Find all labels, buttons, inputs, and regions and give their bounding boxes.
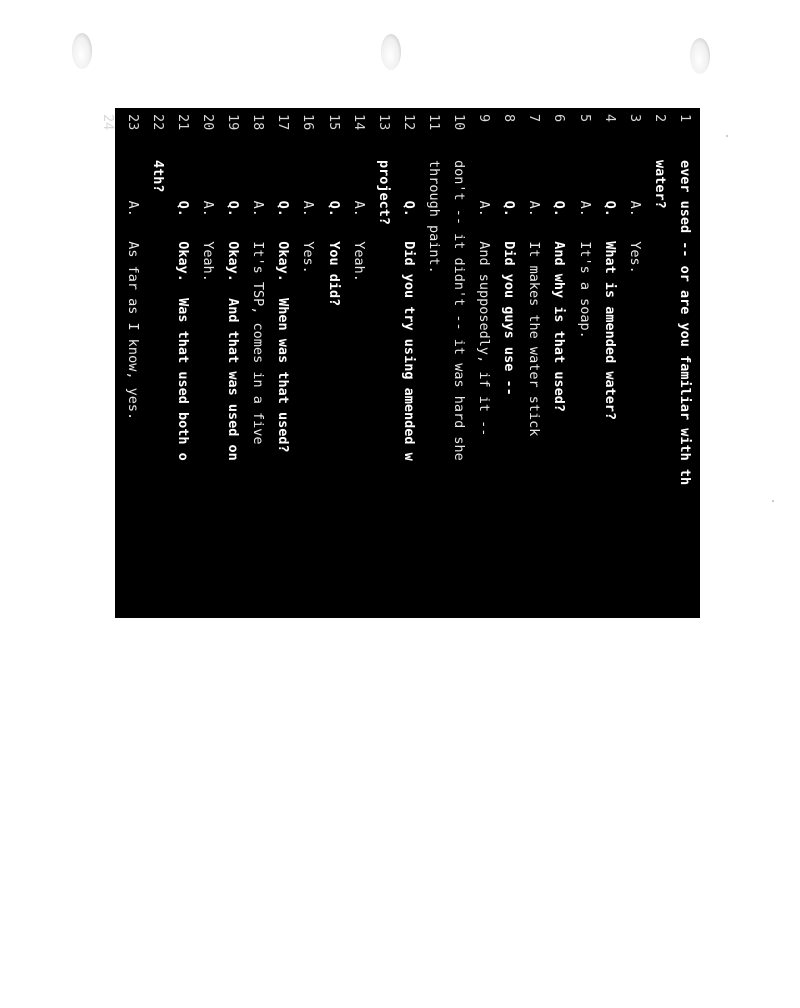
line-text: A. As far as I know, yes. — [124, 160, 141, 421]
transcript-line — [321, 108, 345, 1008]
line-number: 2 — [651, 114, 668, 123]
line-text: Q. You did? — [325, 160, 342, 307]
transcript-line — [146, 108, 170, 1008]
line-number: 7 — [526, 114, 543, 123]
line-number: 21 — [175, 114, 191, 131]
line-number: 8 — [501, 114, 518, 123]
line-text: A. Yes. — [300, 160, 317, 274]
line-number: 18 — [250, 114, 267, 131]
line-number: 11 — [426, 114, 442, 131]
line-number: 23 — [124, 114, 141, 131]
line-text: Q. And why is that used? — [551, 160, 568, 412]
transcript-line — [271, 108, 295, 1008]
line-number: 16 — [300, 114, 317, 131]
transcript-line — [572, 108, 596, 1008]
line-number: 6 — [551, 114, 568, 123]
transcript-line — [346, 108, 370, 1008]
line-text: A. It makes the water stick — [526, 160, 543, 437]
line-number: 5 — [576, 114, 593, 123]
transcript-line — [472, 108, 496, 1008]
line-text: don't -- it didn't -- it was hard she — [451, 160, 468, 461]
punch-hole-right — [690, 38, 710, 74]
line-text: Q. What is amended water? — [601, 160, 618, 421]
line-number: 14 — [350, 114, 367, 131]
line-number: 3 — [626, 114, 643, 123]
line-number: 24 — [99, 114, 116, 131]
transcript-line — [296, 108, 320, 1008]
line-number: 9 — [476, 114, 493, 123]
line-text: A. Yes. — [626, 160, 643, 274]
rotated-transcript-text — [99, 108, 700, 628]
line-text: A. Yeah. — [200, 160, 217, 282]
line-number: 1 — [677, 114, 693, 123]
line-text: Q. Did you try using amended w — [400, 160, 417, 461]
transcript-line — [171, 108, 195, 1008]
punch-hole-left — [72, 33, 92, 69]
line-text: Q. Okay. How does that -- Do — [99, 160, 116, 453]
transcript-page — [99, 108, 700, 618]
transcript-line — [422, 108, 446, 1008]
transcript-line — [246, 108, 270, 1008]
line-text: A. And supposedly, if it -- — [476, 160, 493, 437]
line-number: 17 — [275, 114, 292, 131]
line-text: 4th? — [149, 160, 166, 193]
line-number: 22 — [149, 114, 166, 131]
line-text: Q. Okay. And that was used on — [225, 160, 242, 461]
line-number: 15 — [325, 114, 342, 131]
line-text: A. It's TSP, comes in a five — [250, 160, 267, 445]
line-text: Q. Okay. Was that used both o — [175, 160, 191, 461]
line-text: through paint. — [426, 160, 442, 274]
transcript-line — [648, 108, 672, 1008]
transcript-line — [622, 108, 646, 1008]
line-number: 12 — [400, 114, 417, 131]
transcript-line — [497, 108, 521, 1008]
line-number: 13 — [375, 114, 392, 131]
line-number: 19 — [225, 114, 242, 131]
transcript-line — [522, 108, 546, 1008]
transcript-line — [221, 108, 245, 1008]
transcript-line — [673, 108, 697, 1008]
transcript-line — [95, 108, 119, 1008]
scan-speck — [726, 135, 728, 137]
punch-hole-center — [381, 34, 401, 70]
line-number: 4 — [601, 114, 618, 123]
line-text: ever used -- or are you familiar with th — [677, 160, 693, 486]
transcript-line — [397, 108, 421, 1008]
transcript-line — [447, 108, 471, 1008]
line-text: water? — [651, 160, 668, 209]
line-text: Q. Did you guys use -- — [501, 160, 518, 396]
transcript-line — [196, 108, 220, 1008]
line-number: 10 — [451, 114, 468, 131]
transcript-line — [120, 108, 144, 1008]
line-text: A. Yeah. — [350, 160, 367, 282]
transcript-line — [597, 108, 621, 1008]
scan-speck — [772, 500, 774, 502]
line-number: 20 — [200, 114, 217, 131]
line-text: project? — [375, 160, 392, 226]
transcript-line — [547, 108, 571, 1008]
line-text: A. It's a soap. — [576, 160, 593, 339]
line-text: Q. Okay. When was that used? — [275, 160, 292, 453]
transcript-line — [371, 108, 395, 1008]
